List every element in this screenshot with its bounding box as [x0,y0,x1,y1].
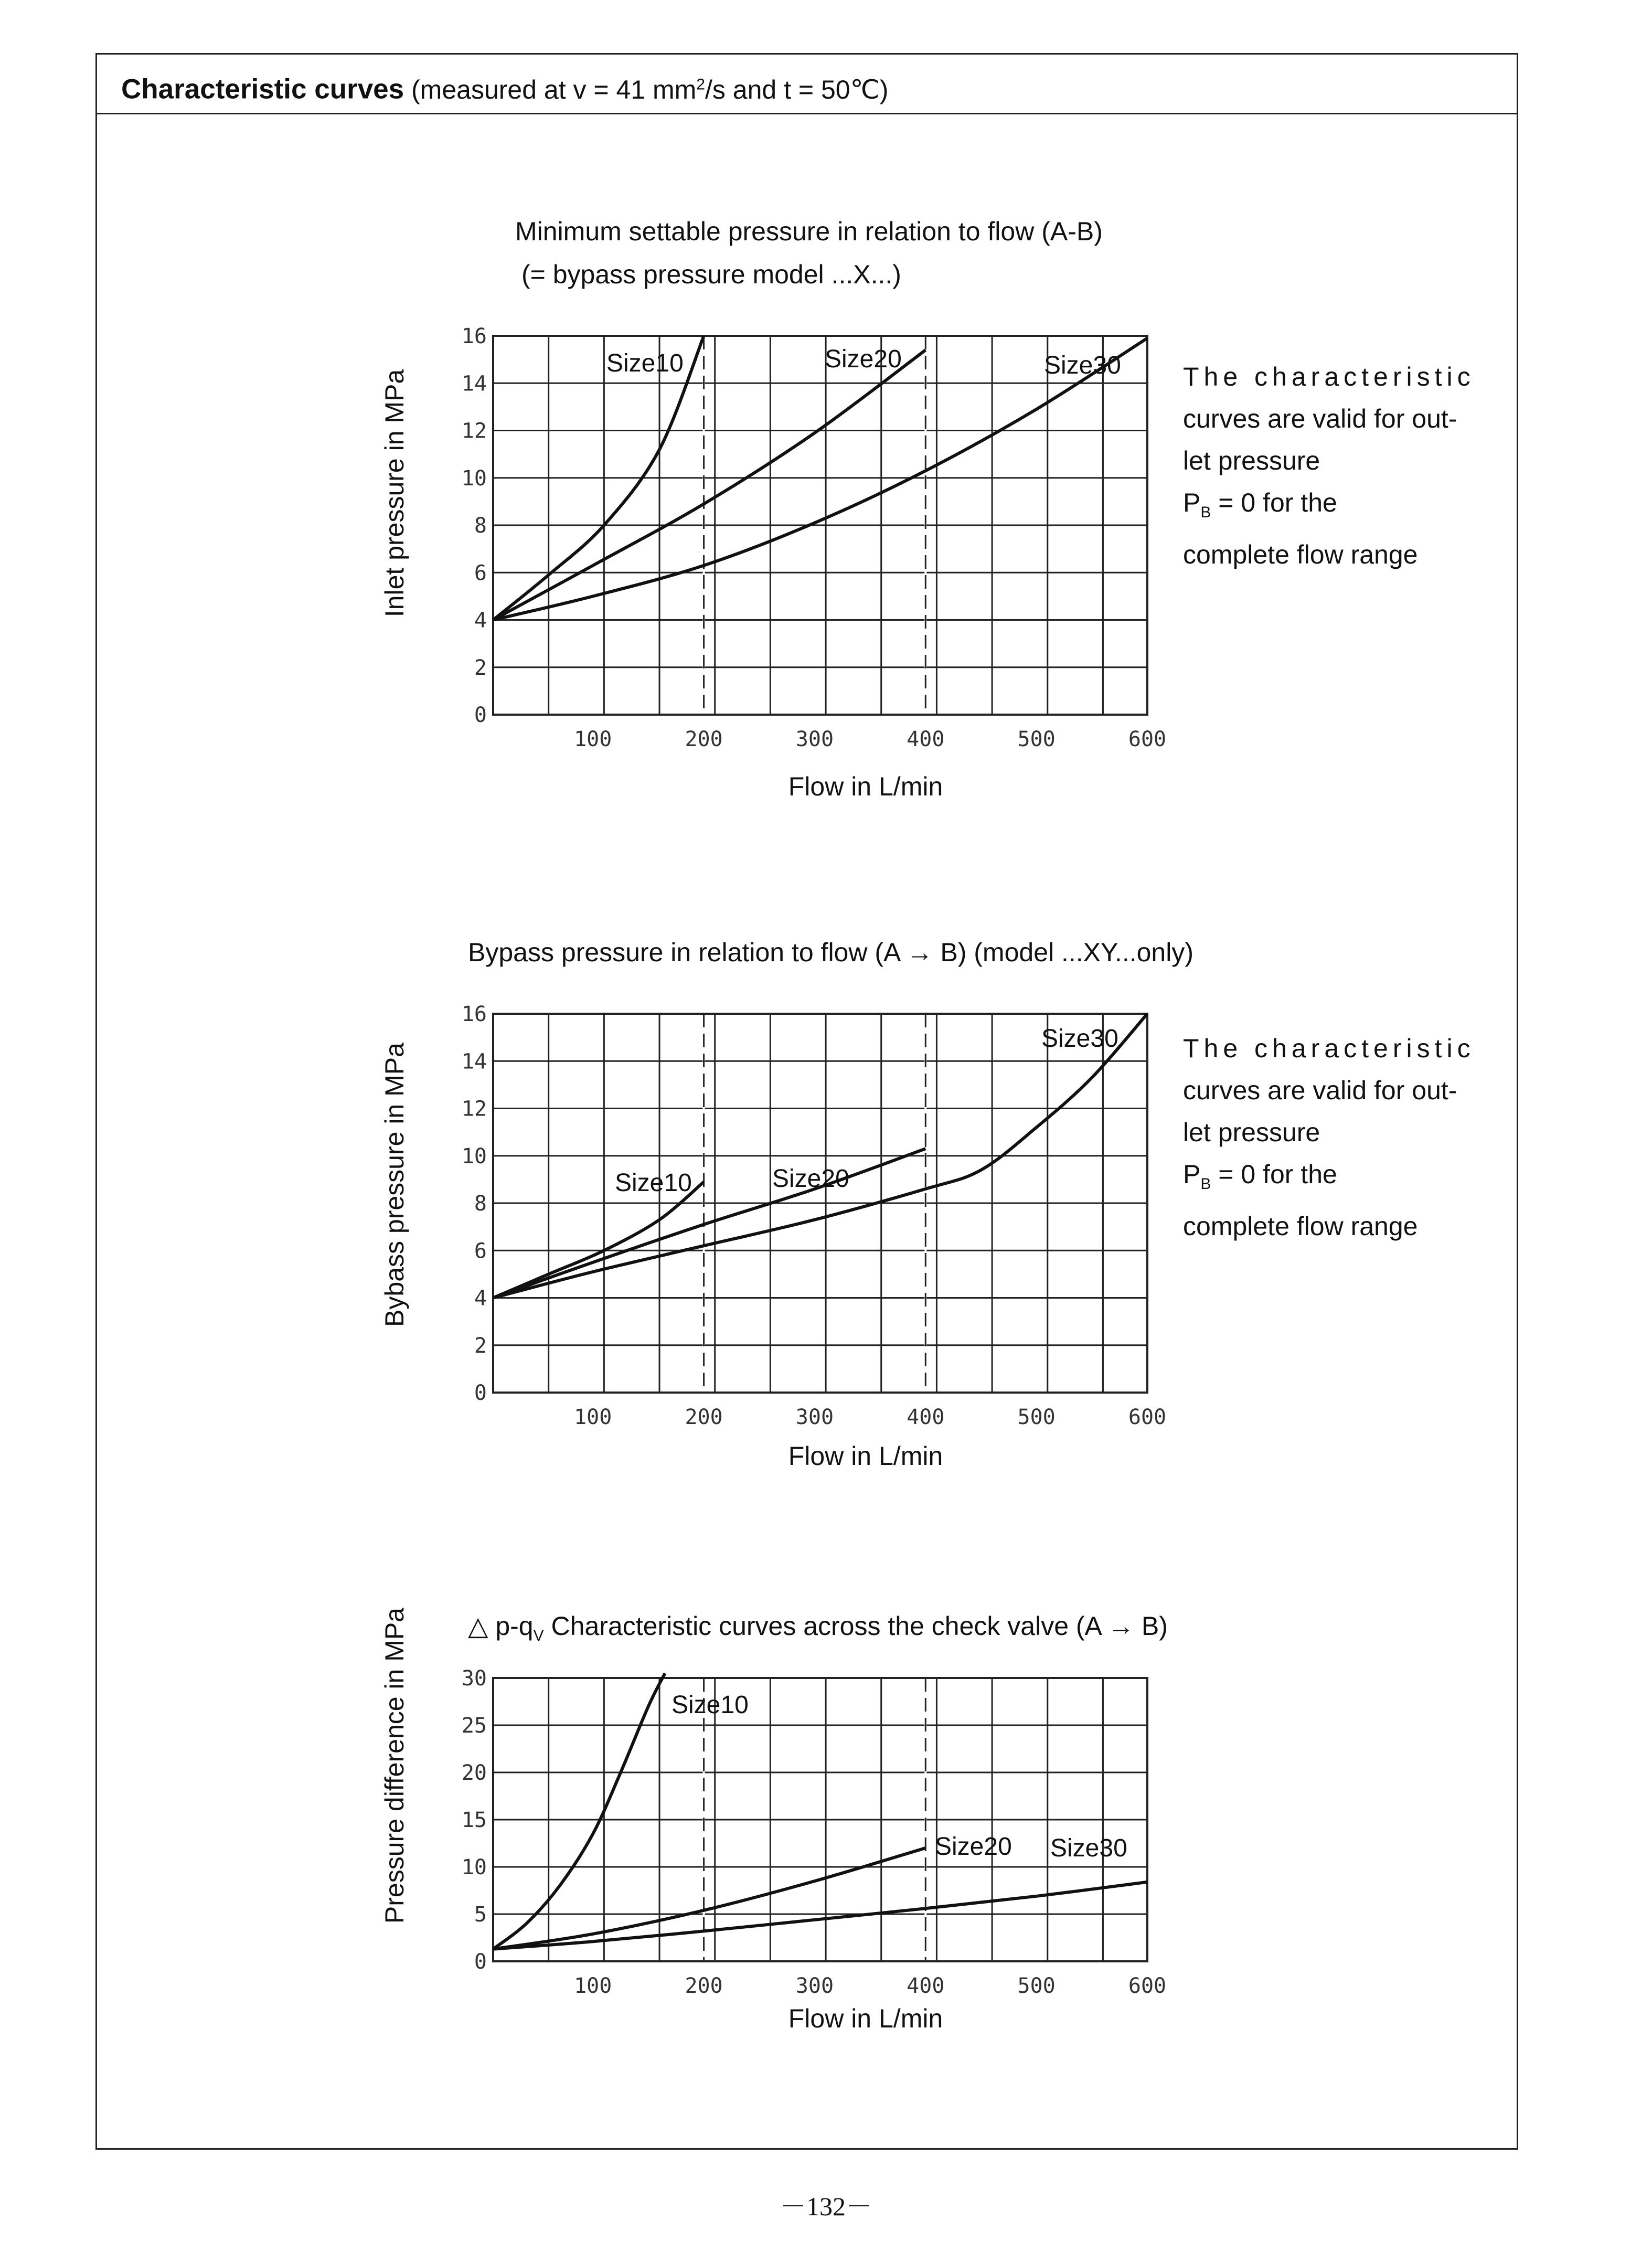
section-title: Characteristic curves [121,73,404,105]
chart2-ytick-label: 8 [474,1192,487,1216]
chart2-title: Bypass pressure in relation to flow (A → B) (model ...XY...only) [468,938,1193,967]
chart3-ytick-label: 20 [461,1761,487,1785]
chart2-series-size10-label: Size10 [615,1169,692,1197]
chart1-ytick-label: 10 [461,466,487,491]
chart2-ytick-label: 0 [474,1381,487,1405]
chart1-xtick-label: 600 [1128,727,1167,751]
chart1-xtick-label: 500 [1017,727,1056,751]
chart1-ytick-label: 6 [474,561,487,586]
chart3-xtick-label: 600 [1128,1974,1167,1998]
chart3-xtick-label: 200 [685,1974,723,1998]
chart1-xtick-label: 300 [795,727,834,751]
chart1-title: Minimum settable pressure in relation to flow (A-B) [515,217,1103,246]
chart1-ytick-label: 14 [461,371,487,396]
chart2-xtick-label: 200 [685,1405,723,1429]
chart1-series-size20-line [493,350,925,620]
chart3-series-size30-label: Size30 [1050,1834,1127,1862]
page-number: －132－ [780,2192,872,2221]
chart1-note: The characteristic curves are valid for out- let pressure $P_B = 0$ for the complete flow range [1183,362,1475,569]
chart2-ylabel: Bybass pressure in MPa [380,1043,409,1327]
chart3-series-size30-line [493,1882,1147,1949]
chart3-ytick-label: 30 [461,1666,487,1691]
chart2-xtick-label: 100 [574,1405,612,1429]
chart3-ylabel: Pressure difference in MPa [380,1607,409,1924]
chart3-ytick-label: 10 [461,1855,487,1879]
chart3-xtick-label: 300 [795,1974,834,1998]
chart1-series-size30-line [493,338,1147,620]
chart2-xlabel: Flow in L/min [788,1441,943,1471]
chart3-series-size10-line [493,1673,665,1949]
chart2-ytick-label: 16 [461,1002,487,1026]
chart3-series-size10-label: Size10 [672,1691,749,1719]
chart3-xtick-label: 400 [907,1974,945,1998]
chart2-xtick-label: 600 [1128,1405,1167,1429]
chart2-xtick-label: 300 [795,1405,834,1429]
chart1-subtitle: (= bypass pressure model ...X...) [521,260,901,289]
chart2-series-size20-label: Size20 [772,1165,849,1193]
chart2-note: The characteristic curves are valid for out- let pressure $P_B = 0$ for the complete flow range [1183,1034,1475,1241]
chart2-series-size10-line [493,1182,704,1298]
chart2-ytick-label: 10 [461,1144,487,1169]
chart2-ytick-label: 6 [474,1239,487,1263]
chart3-xtick-label: 100 [574,1974,612,1998]
chart1-ytick-label: 0 [474,703,487,727]
measurement-conditions: (measured at v = 41 $mm^2/s$ and t = 50℃) [404,75,889,104]
chart1-ytick-label: 2 [474,655,487,680]
chart1-ytick-label: 16 [461,324,487,348]
chart3-series-size20-line [493,1848,925,1949]
delta-icon: △ [468,1611,488,1641]
chart3-ytick-label: 0 [474,1950,487,1974]
chart3-ytick-label: 15 [461,1808,487,1832]
chart2-series-size30-label: Size30 [1041,1025,1118,1053]
chart1-series-size20-label: Size20 [825,345,902,373]
chart3-ytick-label: 5 [474,1903,487,1927]
chart1-ylabel: Inlet pressure in MPa [380,369,409,618]
chart3-series-size20-label: Size20 [935,1833,1012,1861]
chart1-series-size10-label: Size10 [606,349,684,377]
chart3-xtick-label: 500 [1017,1974,1056,1998]
chart2-xtick-label: 400 [907,1405,945,1429]
chart3-ytick-label: 25 [461,1714,487,1738]
chart1-series-size30-label: Size30 [1044,352,1121,379]
chart2-ytick-label: 12 [461,1097,487,1121]
chart1-ytick-label: 4 [474,608,487,633]
chart2-ytick-label: 2 [474,1333,487,1358]
chart3-xlabel: Flow in L/min [788,2004,943,2033]
chart1-xtick-label: 100 [574,727,612,751]
chart2-series-size20-line [493,1149,925,1298]
chart3-title: △ $p-q_V$ Characteristic curves across the check valve (A → B) [468,1611,1168,1644]
chart2-ytick-label: 14 [461,1049,487,1074]
chart1-xtick-label: 200 [685,727,723,751]
chart1-ytick-label: 8 [474,514,487,538]
chart1-xtick-label: 400 [907,727,945,751]
chart1-xlabel: Flow in L/min [788,772,943,801]
chart2-ytick-label: 4 [474,1286,487,1311]
chart2-xtick-label: 500 [1017,1405,1056,1429]
chart1-ytick-label: 12 [461,419,487,443]
